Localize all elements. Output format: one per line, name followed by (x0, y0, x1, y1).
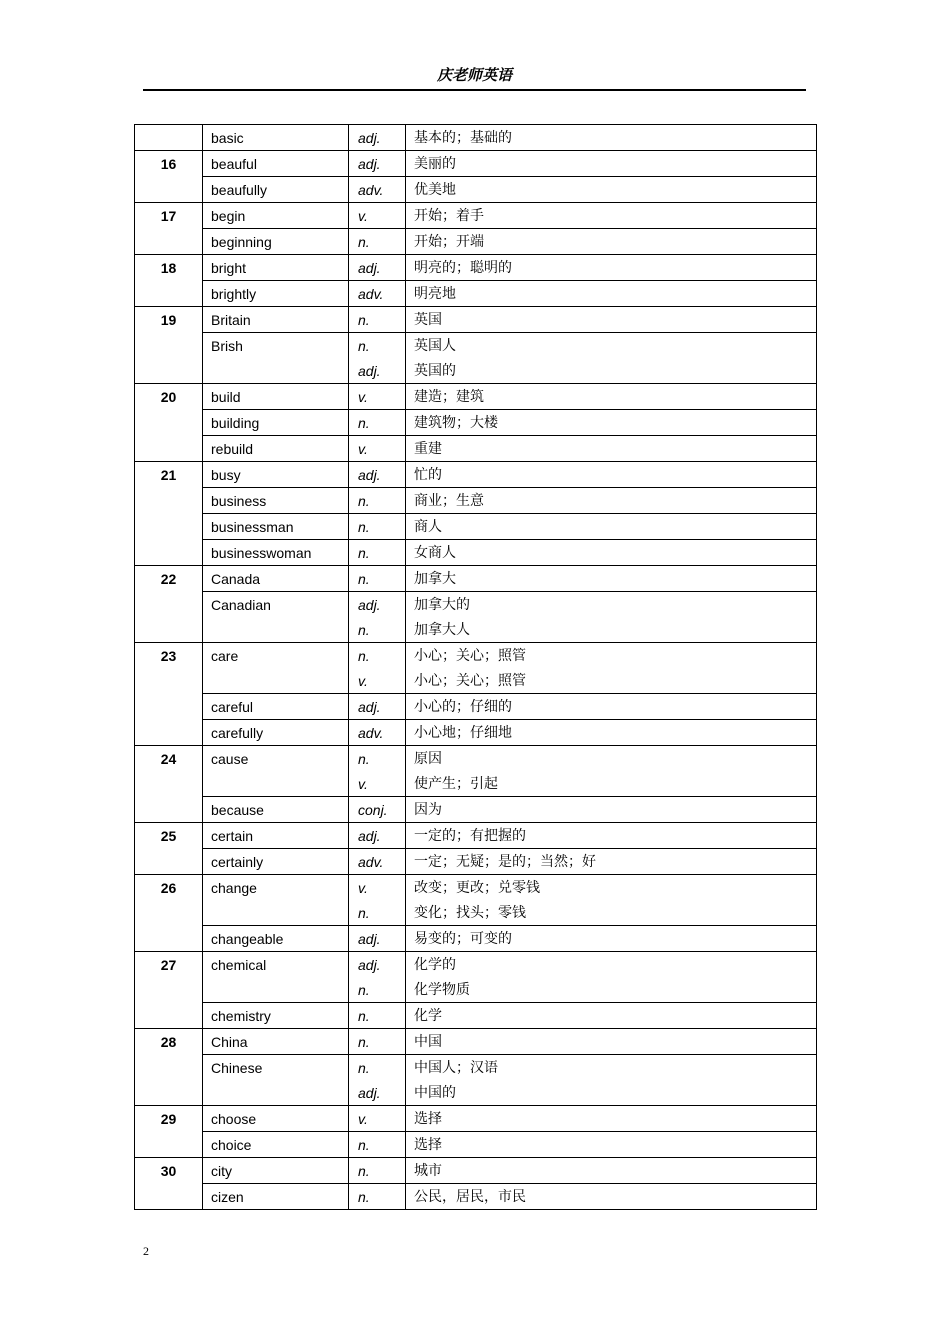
part-of-speech-cell (349, 281, 406, 307)
part-of-speech-cell (349, 1132, 406, 1158)
part-of-speech-text: adv. (358, 182, 384, 198)
word-cell (203, 307, 349, 333)
word-text: city (211, 1163, 232, 1179)
meaning-text: 忙的 (414, 467, 442, 483)
meaning-text: 变化；找头；零钱 (414, 905, 526, 921)
word-text: basic (211, 130, 244, 146)
word-text: beginning (211, 234, 272, 250)
part-of-speech-text: adj. (358, 1085, 381, 1101)
word-cell (203, 540, 349, 566)
meaning-cell (406, 462, 817, 488)
meaning-text: 中国的 (414, 1085, 456, 1101)
entry-number-text: 24 (160, 751, 177, 767)
meaning-text: 中国 (414, 1034, 442, 1050)
word-cell (203, 643, 349, 694)
meaning-text: 女商人 (414, 545, 456, 561)
entry-number-text: 20 (160, 389, 177, 405)
table-row (135, 1055, 817, 1106)
part-of-speech-text: n. (358, 1060, 370, 1076)
part-of-speech-cell (349, 1106, 406, 1132)
meaning-text: 加拿大 (414, 571, 456, 587)
word-text: Canadian (211, 597, 271, 613)
part-of-speech-text: n. (358, 1034, 370, 1050)
entry-number-text: 28 (160, 1034, 177, 1050)
part-of-speech-cell (349, 307, 406, 333)
meaning-text: 小心地；仔细地 (414, 725, 512, 741)
part-of-speech-text: adv. (358, 286, 384, 302)
meaning-cell (406, 1003, 817, 1029)
meaning-text: 改变；更改；兑零钱 (414, 880, 540, 896)
table-row (135, 1158, 817, 1184)
meaning-cell (406, 849, 817, 875)
part-of-speech-text: adj. (358, 130, 381, 146)
table-row (135, 823, 817, 849)
word-cell (203, 1158, 349, 1184)
part-of-speech-cell (349, 566, 406, 592)
word-text: change (211, 880, 257, 896)
meaning-cell (406, 151, 817, 177)
table-row (135, 849, 817, 875)
word-text: care (211, 648, 239, 664)
word-cell (203, 875, 349, 926)
table-row (135, 151, 817, 177)
word-text: begin (211, 208, 246, 224)
word-cell (203, 1184, 349, 1210)
entry-number-text: 19 (160, 312, 177, 328)
meaning-text: 选择 (414, 1137, 442, 1153)
meaning-text: 美丽的 (414, 156, 456, 172)
meaning-cell (406, 1132, 817, 1158)
word-text: cizen (211, 1189, 244, 1205)
part-of-speech-text: v. (358, 673, 368, 689)
word-cell (203, 255, 349, 281)
entry-number (135, 952, 203, 1029)
meaning-text: 化学 (414, 1008, 442, 1024)
word-text: choose (211, 1111, 257, 1127)
part-of-speech-cell (349, 333, 406, 384)
entry-number (135, 1029, 203, 1106)
word-text: choice (211, 1137, 252, 1153)
word-cell (203, 926, 349, 952)
word-text: changeable (211, 931, 284, 947)
meaning-cell (406, 746, 817, 797)
table-row (135, 1184, 817, 1210)
part-of-speech-cell (349, 1055, 406, 1106)
meaning-text: 英国人 (414, 338, 456, 354)
part-of-speech-cell (349, 875, 406, 926)
meaning-cell (406, 694, 817, 720)
part-of-speech-text: v. (358, 1111, 368, 1127)
meaning-text: 英国的 (414, 363, 456, 379)
table-row (135, 436, 817, 462)
table-row (135, 643, 817, 694)
part-of-speech-cell (349, 540, 406, 566)
part-of-speech-cell (349, 125, 406, 151)
table-row (135, 333, 817, 384)
word-text: because (211, 802, 264, 818)
meaning-text: 建造；建筑 (414, 389, 484, 405)
part-of-speech-text: adj. (358, 931, 381, 947)
entry-number (135, 746, 203, 823)
table-row (135, 566, 817, 592)
part-of-speech-text: v. (358, 776, 368, 792)
part-of-speech-text: adj. (358, 156, 381, 172)
entry-number-text (135, 125, 202, 150)
word-text: rebuild (211, 441, 254, 457)
word-text: beaufully (211, 182, 268, 198)
meaning-cell (406, 307, 817, 333)
meaning-text: 英国 (414, 312, 442, 328)
meaning-cell (406, 875, 817, 926)
table-row (135, 488, 817, 514)
meaning-text: 开始；着手 (414, 208, 484, 224)
meaning-cell (406, 410, 817, 436)
meaning-cell (406, 797, 817, 823)
meaning-cell (406, 952, 817, 1003)
meaning-text: 加拿大人 (414, 622, 470, 638)
part-of-speech-text: adj. (358, 597, 381, 613)
meaning-cell (406, 823, 817, 849)
part-of-speech-text: n. (358, 312, 370, 328)
part-of-speech-cell (349, 462, 406, 488)
table-row (135, 720, 817, 746)
meaning-cell (406, 540, 817, 566)
part-of-speech-cell (349, 643, 406, 694)
entry-number-text: 16 (160, 156, 177, 172)
table-row (135, 281, 817, 307)
word-text: chemistry (211, 1008, 271, 1024)
part-of-speech-cell (349, 1003, 406, 1029)
entry-number-text: 29 (160, 1111, 177, 1127)
meaning-cell (406, 1055, 817, 1106)
part-of-speech-text: adj. (358, 699, 381, 715)
part-of-speech-text: adv. (358, 854, 384, 870)
word-text: chemical (211, 957, 267, 973)
word-text: business (211, 493, 267, 509)
entry-number (135, 203, 203, 255)
entry-number-text: 17 (160, 208, 177, 224)
entry-number (135, 255, 203, 307)
meaning-text: 小心；关心；照管 (414, 673, 526, 689)
word-cell (203, 203, 349, 229)
word-cell (203, 384, 349, 410)
part-of-speech-cell (349, 488, 406, 514)
part-of-speech-cell (349, 823, 406, 849)
page-header: 庆老师英语 (143, 64, 806, 91)
part-of-speech-cell (349, 229, 406, 255)
meaning-cell (406, 281, 817, 307)
word-cell (203, 1132, 349, 1158)
word-text: beauful (211, 156, 257, 172)
meaning-text: 公民，居民，市民 (414, 1189, 526, 1205)
word-text: businessman (211, 519, 294, 535)
part-of-speech-cell (349, 1184, 406, 1210)
part-of-speech-text: adv. (358, 725, 384, 741)
meaning-cell (406, 1029, 817, 1055)
table-row (135, 307, 817, 333)
word-text: building (211, 415, 260, 431)
meaning-text: 一定；无疑；是的；当然；好 (414, 854, 596, 870)
word-text: Britain (211, 312, 251, 328)
meaning-cell (406, 1158, 817, 1184)
meaning-cell (406, 720, 817, 746)
meaning-text: 易变的；可变的 (414, 931, 512, 947)
part-of-speech-text: v. (358, 208, 368, 224)
meaning-cell (406, 1184, 817, 1210)
table-row (135, 410, 817, 436)
table-row (135, 797, 817, 823)
word-cell (203, 1003, 349, 1029)
vocabulary-table (134, 124, 817, 1210)
table-row (135, 229, 817, 255)
table-row (135, 125, 817, 151)
meaning-cell (406, 436, 817, 462)
word-cell (203, 1055, 349, 1106)
part-of-speech-text: n. (358, 1137, 370, 1153)
table-row (135, 203, 817, 229)
word-cell (203, 694, 349, 720)
entry-number (135, 307, 203, 384)
word-cell (203, 488, 349, 514)
entry-number (135, 823, 203, 875)
word-text: certain (211, 828, 254, 844)
part-of-speech-cell (349, 746, 406, 797)
part-of-speech-text: n. (358, 622, 370, 638)
word-text: Chinese (211, 1060, 263, 1076)
part-of-speech-text: n. (358, 545, 370, 561)
entry-number-text: 26 (160, 880, 177, 896)
word-cell (203, 177, 349, 203)
word-cell (203, 229, 349, 255)
table-row (135, 1003, 817, 1029)
meaning-cell (406, 125, 817, 151)
word-cell (203, 125, 349, 151)
part-of-speech-text: n. (358, 1189, 370, 1205)
word-cell (203, 592, 349, 643)
meaning-text: 建筑物；大楼 (414, 415, 498, 431)
table-row (135, 926, 817, 952)
word-text: busy (211, 467, 241, 483)
part-of-speech-text: adj. (358, 260, 381, 276)
meaning-cell (406, 592, 817, 643)
meaning-text: 商业；生意 (414, 493, 484, 509)
part-of-speech-cell (349, 151, 406, 177)
part-of-speech-cell (349, 384, 406, 410)
part-of-speech-cell (349, 849, 406, 875)
meaning-text: 商人 (414, 519, 442, 535)
meaning-text: 化学的 (414, 957, 456, 973)
table-row (135, 1132, 817, 1158)
meaning-text: 基本的；基础的 (414, 130, 512, 146)
meaning-text: 城市 (414, 1163, 442, 1179)
meaning-cell (406, 643, 817, 694)
word-text: China (211, 1034, 248, 1050)
meaning-text: 开始；开端 (414, 234, 484, 250)
word-cell (203, 1106, 349, 1132)
part-of-speech-text: n. (358, 1163, 370, 1179)
word-cell (203, 797, 349, 823)
word-text: brightly (211, 286, 257, 302)
entry-number-text: 23 (160, 648, 177, 664)
meaning-text: 加拿大的 (414, 597, 470, 613)
entry-number-text: 18 (160, 260, 177, 276)
part-of-speech-text: n. (358, 905, 370, 921)
part-of-speech-text: n. (358, 751, 370, 767)
word-cell (203, 720, 349, 746)
part-of-speech-text: n. (358, 519, 370, 535)
table-row (135, 1106, 817, 1132)
part-of-speech-cell (349, 952, 406, 1003)
word-cell (203, 151, 349, 177)
entry-number (135, 643, 203, 746)
word-text: build (211, 389, 241, 405)
part-of-speech-cell (349, 1158, 406, 1184)
word-text: Brish (211, 338, 243, 354)
meaning-cell (406, 203, 817, 229)
table-row (135, 462, 817, 488)
entry-number (135, 1158, 203, 1210)
entry-number-text: 27 (160, 957, 177, 973)
part-of-speech-text: v. (358, 441, 368, 457)
meaning-cell (406, 488, 817, 514)
word-cell (203, 1029, 349, 1055)
part-of-speech-cell (349, 203, 406, 229)
table-row (135, 177, 817, 203)
part-of-speech-text: adj. (358, 957, 381, 973)
part-of-speech-cell (349, 1029, 406, 1055)
meaning-text: 化学物质 (414, 982, 470, 998)
part-of-speech-text: adj. (358, 467, 381, 483)
meaning-text: 原因 (414, 751, 442, 767)
entry-number-text: 25 (160, 828, 177, 844)
part-of-speech-text: conj. (358, 802, 388, 818)
part-of-speech-text: n. (358, 415, 370, 431)
word-text: certainly (211, 854, 264, 870)
word-cell (203, 410, 349, 436)
part-of-speech-text: adj. (358, 363, 381, 379)
vocabulary-table-body (135, 125, 817, 1210)
meaning-text: 使产生；引起 (414, 776, 498, 792)
meaning-cell (406, 255, 817, 281)
part-of-speech-text: n. (358, 648, 370, 664)
part-of-speech-cell (349, 797, 406, 823)
meaning-text: 因为 (414, 802, 442, 818)
meaning-text: 选择 (414, 1111, 442, 1127)
part-of-speech-text: n. (358, 338, 370, 354)
part-of-speech-text: n. (358, 1008, 370, 1024)
part-of-speech-cell (349, 694, 406, 720)
entry-number (135, 151, 203, 203)
table-row (135, 746, 817, 797)
word-cell (203, 952, 349, 1003)
part-of-speech-cell (349, 514, 406, 540)
meaning-text: 明亮的；聪明的 (414, 260, 512, 276)
table-row (135, 592, 817, 643)
entry-number-text: 21 (160, 467, 177, 483)
word-text: bright (211, 260, 247, 276)
entry-number (135, 125, 203, 151)
entry-number (135, 462, 203, 566)
word-cell (203, 333, 349, 384)
part-of-speech-text: v. (358, 389, 368, 405)
meaning-cell (406, 177, 817, 203)
part-of-speech-cell (349, 436, 406, 462)
page-number: 2 (143, 1244, 149, 1258)
entry-number (135, 566, 203, 643)
word-text: cause (211, 751, 249, 767)
part-of-speech-cell (349, 177, 406, 203)
word-cell (203, 281, 349, 307)
meaning-text: 中国人；汉语 (414, 1060, 498, 1076)
part-of-speech-cell (349, 592, 406, 643)
part-of-speech-text: n. (358, 571, 370, 587)
part-of-speech-text: n. (358, 982, 370, 998)
meaning-text: 明亮地 (414, 286, 456, 302)
meaning-text: 一定的；有把握的 (414, 828, 526, 844)
part-of-speech-text: v. (358, 880, 368, 896)
entry-number (135, 384, 203, 462)
meaning-cell (406, 566, 817, 592)
table-row (135, 1029, 817, 1055)
meaning-cell (406, 1106, 817, 1132)
meaning-text: 小心的；仔细的 (414, 699, 512, 715)
part-of-speech-text: adj. (358, 828, 381, 844)
table-row (135, 384, 817, 410)
meaning-cell (406, 926, 817, 952)
entry-number-text: 30 (160, 1163, 177, 1179)
meaning-cell (406, 384, 817, 410)
part-of-speech-text: n. (358, 234, 370, 250)
part-of-speech-cell (349, 720, 406, 746)
word-text: careful (211, 699, 254, 715)
table-row (135, 540, 817, 566)
meaning-cell (406, 333, 817, 384)
table-row (135, 255, 817, 281)
part-of-speech-text: n. (358, 493, 370, 509)
meaning-text: 小心；关心；照管 (414, 648, 526, 664)
part-of-speech-cell (349, 255, 406, 281)
table-row (135, 952, 817, 1003)
table-row (135, 514, 817, 540)
meaning-text: 重建 (414, 441, 442, 457)
word-cell (203, 462, 349, 488)
word-cell (203, 849, 349, 875)
part-of-speech-cell (349, 410, 406, 436)
word-cell (203, 566, 349, 592)
meaning-text: 优美地 (414, 182, 456, 198)
table-row (135, 694, 817, 720)
meaning-cell (406, 229, 817, 255)
word-text: carefully (211, 725, 264, 741)
word-cell (203, 823, 349, 849)
table-row (135, 875, 817, 926)
word-cell (203, 514, 349, 540)
word-text: Canada (211, 571, 261, 587)
word-cell (203, 436, 349, 462)
entry-number (135, 875, 203, 952)
meaning-cell (406, 514, 817, 540)
part-of-speech-cell (349, 926, 406, 952)
word-text: businesswoman (211, 545, 312, 561)
entry-number (135, 1106, 203, 1158)
entry-number-text: 22 (160, 571, 177, 587)
word-cell (203, 746, 349, 797)
